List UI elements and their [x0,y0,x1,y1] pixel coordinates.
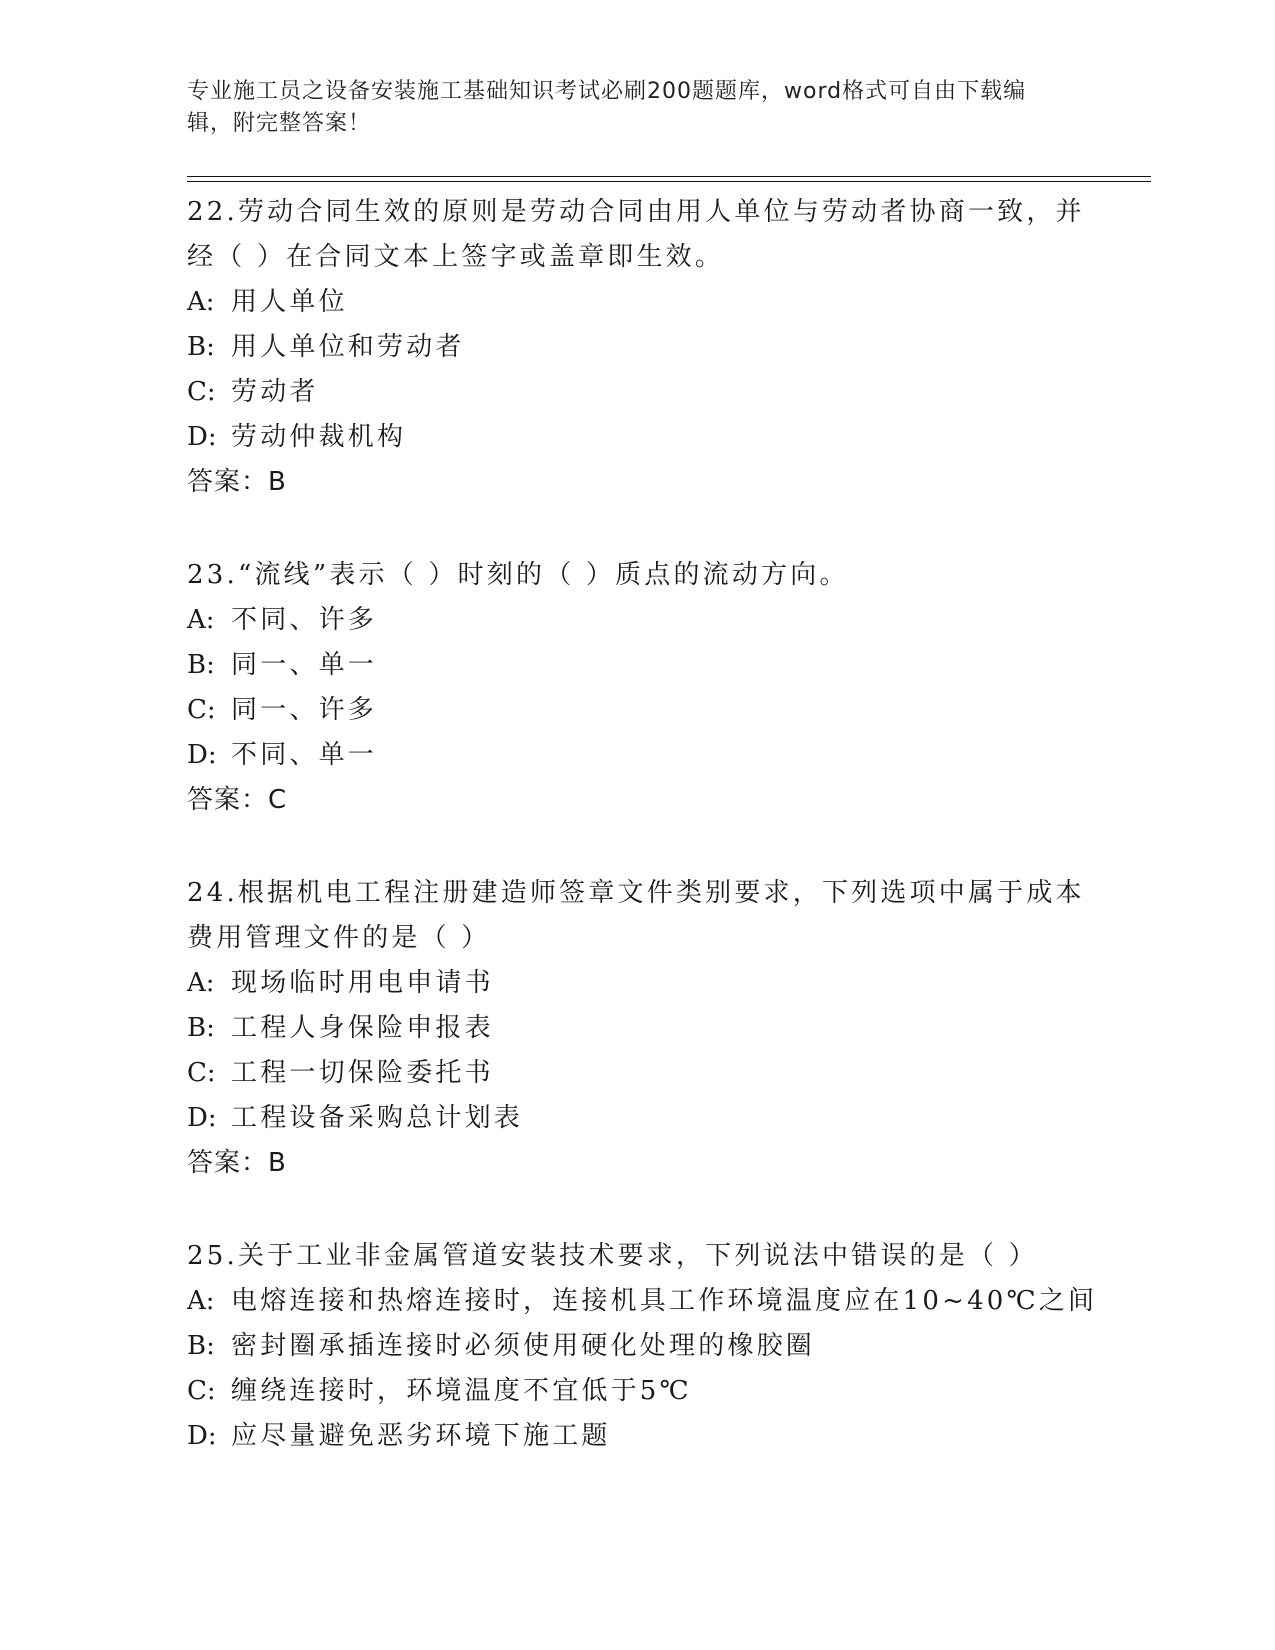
question-22 [187,190,1087,505]
option-text: 同一、单一 [231,650,378,680]
option-text: 同一、许多 [231,695,378,725]
question-stem: 22.劳动合同生效的原则是劳动合同由用人单位与劳动者协商一致，并经（ ）在合同文本上签字或盖章即生效。 [187,197,1085,272]
option-letter: B: [187,332,215,362]
question-stem: 23.“流线”表示（ ）时刻的（ ）质点的流动方向。 [187,560,849,590]
option-b [187,1006,1087,1051]
question-23 [187,553,1087,823]
option-d [187,415,1087,460]
question-stem: 24.根据机电工程注册建造师签章文件类别要求，下列选项中属于成本费用管理文件的是（ ） [187,878,1085,953]
option-c [187,688,1087,733]
answer: 答案：B [187,1148,287,1178]
question-stem: 25.关于工业非金属管道安装技术要求，下列说法中错误的是（ ） [187,1241,1038,1271]
option-text: 用人单位 [231,287,348,317]
option-letter: C: [187,1058,216,1088]
option-text: 工程人身保险申报表 [231,1013,494,1043]
option-text: 不同、单一 [231,740,378,770]
answer: 答案：B [187,467,287,497]
option-c [187,370,1087,415]
option-letter: A: [187,287,215,317]
option-b [187,643,1087,688]
option-text: 用人单位和劳动者 [231,332,465,362]
option-letter: C: [187,695,216,725]
option-letter: A: [187,605,215,635]
document-header: 专业施工员之设备安装施工基础知识考试必刷200题题库，word格式可自由下载编辑，附完整答案！ [187,79,1027,136]
header-divider-bottom [187,181,1151,182]
option-letter: A: [187,1286,215,1316]
option-b [187,1324,1087,1369]
option-a [187,1279,1098,1324]
option-c [187,1369,1087,1414]
option-letter: D: [187,1421,217,1451]
option-d [187,1096,1087,1141]
option-text: 不同、许多 [231,605,378,635]
option-c [187,1051,1087,1096]
question-list [187,190,1098,1507]
option-letter: B: [187,1013,215,1043]
header-divider-top [187,176,1151,177]
option-letter: B: [187,650,215,680]
option-a [187,961,1087,1006]
option-text: 现场临时用电申请书 [231,968,494,998]
option-letter: D: [187,422,217,452]
option-a [187,598,1087,643]
option-letter: D: [187,1103,217,1133]
option-letter: C: [187,1376,216,1406]
option-letter: A: [187,968,215,998]
option-letter: C: [187,377,216,407]
option-text: 缠绕连接时，环境温度不宜低于5℃ [231,1376,692,1406]
option-text: 工程设备采购总计划表 [231,1103,524,1133]
option-d [187,733,1087,778]
option-text: 密封圈承插连接时必须使用硬化处理的橡胶圈 [231,1331,816,1361]
option-text: 劳动仲裁机构 [231,422,407,452]
option-text: 工程一切保险委托书 [231,1058,494,1088]
option-a [187,280,1087,325]
question-24 [187,871,1087,1186]
option-letter: B: [187,1331,215,1361]
option-text: 应尽量避免恶劣环境下施工题 [231,1421,611,1451]
option-d [187,1414,1087,1459]
question-25 [187,1234,1098,1459]
option-text: 电熔连接和热熔连接时，连接机具工作环境温度应在10~40℃之间 [231,1286,1098,1316]
answer: 答案：C [187,785,288,815]
option-text: 劳动者 [231,377,319,407]
option-letter: D: [187,740,217,770]
option-b [187,325,1087,370]
